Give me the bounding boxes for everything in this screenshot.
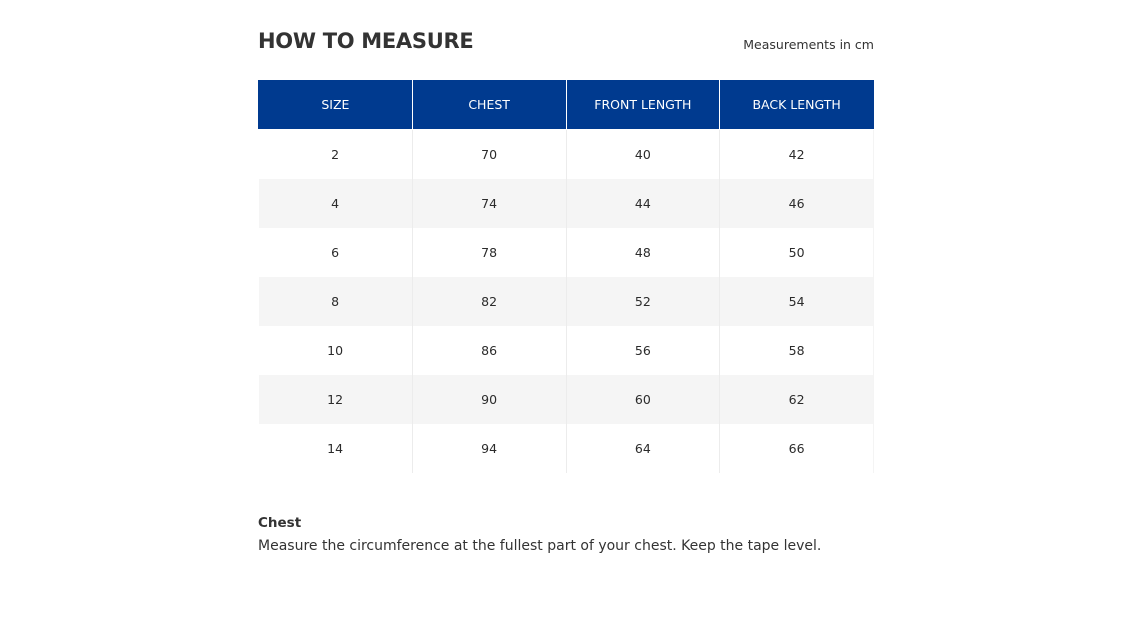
table-row [259,277,874,326]
cell-back-length: 66 [720,424,874,473]
cell-back-length: 62 [720,375,874,424]
instruction-heading: Chest [258,515,302,531]
cell-size: 10 [259,326,413,375]
table-row [259,326,874,375]
cell-front-length: 64 [566,424,720,473]
cell-size: 14 [259,424,413,473]
cell-size: 4 [259,179,413,228]
cell-chest: 86 [412,326,566,375]
column-header-size: SIZE [259,80,413,130]
units-note: Measurements in cm [743,37,874,52]
cell-chest: 94 [412,424,566,473]
cell-size: 6 [259,228,413,277]
cell-size: 8 [259,277,413,326]
table-row [259,375,874,424]
table-row [259,424,874,473]
cell-front-length: 40 [566,130,720,180]
size-table [258,80,874,473]
cell-front-length: 44 [566,179,720,228]
cell-back-length: 46 [720,179,874,228]
table-row [259,179,874,228]
cell-size: 2 [259,130,413,180]
cell-front-length: 52 [566,277,720,326]
table-header-row [259,80,874,130]
cell-chest: 82 [412,277,566,326]
cell-front-length: 60 [566,375,720,424]
cell-back-length: 50 [720,228,874,277]
table-row [259,130,874,180]
cell-chest: 90 [412,375,566,424]
page-title: HOW TO MEASURE [258,29,474,53]
column-header-chest: CHEST [412,80,566,130]
size-guide-header [258,0,874,80]
measure-instructions [258,513,821,557]
instruction-text: Measure the circumference at the fullest part of your chest. Keep the tape level. [258,538,822,554]
cell-front-length: 56 [566,326,720,375]
cell-chest: 74 [412,179,566,228]
size-guide [258,0,874,554]
column-header-back-length: BACK LENGTH [720,80,874,130]
cell-back-length: 54 [720,277,874,326]
cell-front-length: 48 [566,228,720,277]
table-row [259,228,874,277]
cell-chest: 78 [412,228,566,277]
cell-size: 12 [259,375,413,424]
cell-chest: 70 [412,130,566,180]
column-header-front-length: FRONT LENGTH [566,80,720,130]
cell-back-length: 58 [720,326,874,375]
cell-back-length: 42 [720,130,874,180]
